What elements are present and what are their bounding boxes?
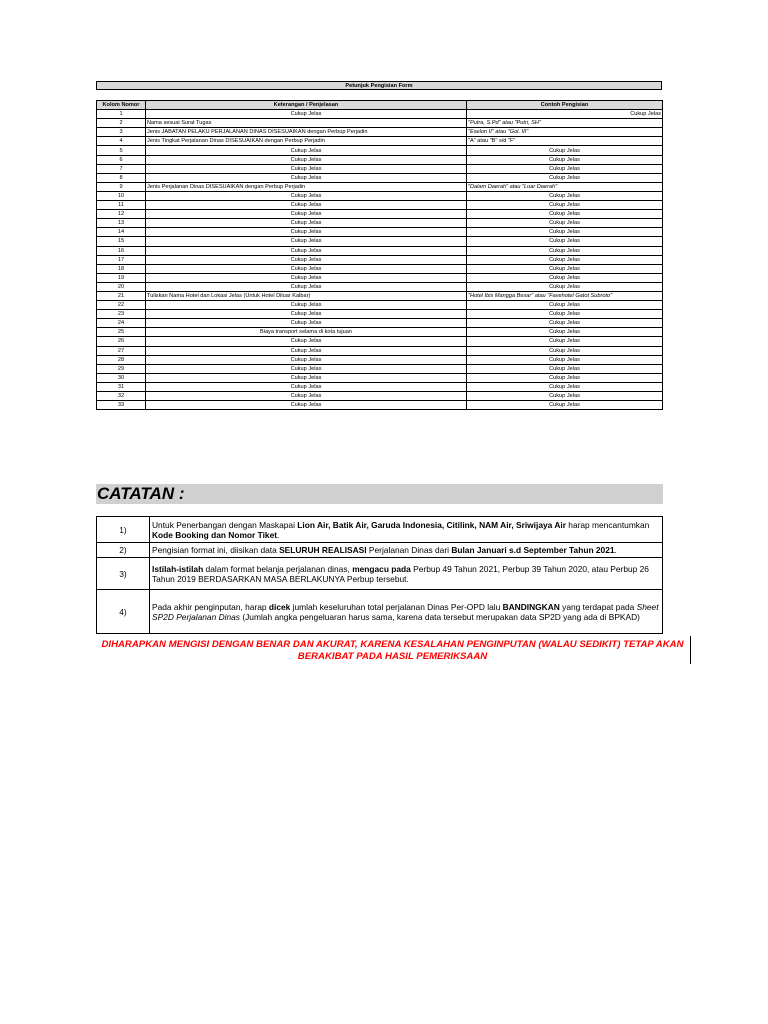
note-text-part: yang terdapat pada — [559, 601, 637, 612]
row-contoh: "Putra, S.Pd" atau "Putri, SH" — [467, 119, 663, 128]
table-row — [97, 373, 663, 382]
row-contoh: Cukup Jelas — [467, 164, 663, 173]
row-number: 9 — [97, 182, 146, 191]
note-text-part: dalam format belanja perjalanan dinas, — [203, 563, 353, 574]
row-contoh: Cukup Jelas — [467, 355, 663, 364]
row-contoh: Cukup Jelas — [467, 110, 663, 119]
table-row — [97, 355, 663, 364]
row-keterangan: Jenis JABATAN PELAKU PERJALANAN DINAS DISESUAIKAN dengan Perbup Perjadin — [146, 128, 467, 137]
table-row — [97, 291, 663, 300]
row-keterangan: Cukup Jelas — [146, 337, 467, 346]
row-number: 31 — [97, 382, 146, 391]
row-keterangan: Cukup Jelas — [146, 310, 467, 319]
row-number: 19 — [97, 273, 146, 282]
row-number: 25 — [97, 328, 146, 337]
row-keterangan: Cukup Jelas — [146, 146, 467, 155]
row-contoh: "A" atau "B" s/d "F" — [467, 137, 663, 146]
row-contoh: Cukup Jelas — [467, 319, 663, 328]
row-contoh: "Eselon II" atau "Gol. III" — [467, 128, 663, 137]
note-number: 4) — [97, 590, 150, 634]
row-number: 7 — [97, 164, 146, 173]
row-number: 30 — [97, 373, 146, 382]
table-row — [97, 237, 663, 246]
row-number: 20 — [97, 282, 146, 291]
row-number: 24 — [97, 319, 146, 328]
table-row — [97, 219, 663, 228]
row-keterangan: Cukup Jelas — [146, 401, 467, 410]
note-number: 1) — [97, 517, 150, 543]
table-row — [97, 128, 663, 137]
row-number: 6 — [97, 155, 146, 164]
row-keterangan: Jenis Tingkat Perjalanan Dinas DISESUAIKAN dengan Perbup Perjadin — [146, 137, 467, 146]
row-keterangan: Biaya transport selama di kota tujuan — [146, 328, 467, 337]
table-row — [97, 364, 663, 373]
note-text-part: . — [277, 529, 280, 540]
table-row — [97, 146, 663, 155]
row-keterangan: Cukup Jelas — [146, 301, 467, 310]
row-number: 8 — [97, 173, 146, 182]
row-number: 16 — [97, 246, 146, 255]
table-row — [97, 346, 663, 355]
warning-border-line — [690, 636, 691, 664]
note-row — [97, 558, 663, 590]
table-row — [97, 382, 663, 391]
row-number: 10 — [97, 191, 146, 200]
row-number: 15 — [97, 237, 146, 246]
row-number: 26 — [97, 337, 146, 346]
row-number: 22 — [97, 301, 146, 310]
row-number: 17 — [97, 255, 146, 264]
table-row — [97, 164, 663, 173]
note-text-part: Pengisian format ini, diisikan data — [152, 545, 280, 555]
table-row — [97, 119, 663, 128]
row-contoh: Cukup Jelas — [467, 237, 663, 246]
row-contoh: "Hotel Ibis Mangga Besar" atau "Favehotel Gatot Subroto" — [467, 291, 663, 300]
row-keterangan: Cukup Jelas — [146, 392, 467, 401]
table-row — [97, 182, 663, 191]
notes-body — [97, 517, 663, 634]
row-number: 2 — [97, 119, 146, 128]
row-keterangan: Cukup Jelas — [146, 173, 467, 182]
note-text-part: SELURUH REALISASI — [279, 545, 367, 555]
table-row — [97, 310, 663, 319]
row-contoh: Cukup Jelas — [467, 282, 663, 291]
row-contoh: Cukup Jelas — [467, 264, 663, 273]
table-row — [97, 392, 663, 401]
row-number: 5 — [97, 146, 146, 155]
row-keterangan: Cukup Jelas — [146, 319, 467, 328]
row-contoh: Cukup Jelas — [467, 210, 663, 219]
row-contoh: Cukup Jelas — [467, 146, 663, 155]
note-text-part: Kode Booking dan Nomor Tiket — [152, 529, 278, 540]
header-keterangan: Keterangan / Penjelasan — [146, 101, 467, 110]
row-number: 14 — [97, 228, 146, 237]
row-keterangan: Cukup Jelas — [146, 201, 467, 210]
row-contoh: Cukup Jelas — [467, 373, 663, 382]
row-keterangan: Cukup Jelas — [146, 110, 467, 119]
row-contoh: Cukup Jelas — [467, 310, 663, 319]
note-text — [150, 517, 663, 543]
row-keterangan: Cukup Jelas — [146, 282, 467, 291]
row-contoh: Cukup Jelas — [467, 337, 663, 346]
row-keterangan: Cukup Jelas — [146, 255, 467, 264]
row-number: 23 — [97, 310, 146, 319]
row-keterangan: Cukup Jelas — [146, 373, 467, 382]
note-text-part: Sheet SP2D Perjalanan Dinas — [152, 601, 659, 622]
table-row — [97, 401, 663, 410]
row-number: 1 — [97, 110, 146, 119]
row-keterangan: Cukup Jelas — [146, 210, 467, 219]
note-text — [150, 543, 663, 558]
row-number: 13 — [97, 219, 146, 228]
guide-title: Petunjuk Pengisian Form — [96, 81, 662, 90]
row-number: 29 — [97, 364, 146, 373]
row-contoh: Cukup Jelas — [467, 273, 663, 282]
row-keterangan: Cukup Jelas — [146, 264, 467, 273]
table-row — [97, 264, 663, 273]
row-number: 11 — [97, 201, 146, 210]
warning-text: DIHARAPKAN MENGISI DENGAN BENAR DAN AKURAT, KARENA KESALAHAN PENGINPUTAN (WALAU SEDIKIT) TETAP AKAN BERAKIBAT PADA HASIL PEMERIKSAAN — [101, 639, 684, 662]
note-text-part: Untuk Penerbangan dengan Maskapai — [152, 519, 298, 530]
row-contoh: Cukup Jelas — [467, 191, 663, 200]
header-contoh: Contoh Pengisian — [467, 101, 663, 110]
note-number: 3) — [97, 558, 150, 590]
table-row — [97, 191, 663, 200]
header-kolom-nomor: Kolom Nomor — [97, 101, 146, 110]
row-contoh: Cukup Jelas — [467, 228, 663, 237]
note-row — [97, 517, 663, 543]
row-keterangan: Tuliskan Nama Hotel dan Lokasi Jelas (Untuk Hotel Diluar Kalbar) — [146, 291, 467, 300]
note-text-part: Istilah-istilah — [152, 563, 204, 574]
row-contoh: Cukup Jelas — [467, 255, 663, 264]
row-number: 28 — [97, 355, 146, 364]
table-row — [97, 155, 663, 164]
row-keterangan: Jenis Perjalanan Dinas DISESUAIKAN dengan Perbup Perjadin — [146, 182, 467, 191]
note-text — [150, 590, 663, 634]
row-number: 12 — [97, 210, 146, 219]
row-contoh: Cukup Jelas — [467, 301, 663, 310]
row-contoh: Cukup Jelas — [467, 401, 663, 410]
row-number: 27 — [97, 346, 146, 355]
table-row — [97, 228, 663, 237]
note-number: 2) — [97, 543, 150, 558]
row-number: 18 — [97, 264, 146, 273]
row-contoh: Cukup Jelas — [467, 382, 663, 391]
note-text-part: BANDINGKAN — [502, 601, 560, 612]
row-number: 3 — [97, 128, 146, 137]
table-row — [97, 301, 663, 310]
row-keterangan: Cukup Jelas — [146, 228, 467, 237]
guide-body — [97, 110, 663, 410]
row-number: 21 — [97, 291, 146, 300]
row-contoh: Cukup Jelas — [467, 328, 663, 337]
table-row — [97, 210, 663, 219]
note-text-part: jumlah keseluruhan total perjalanan Dinas Per-OPD lalu — [290, 601, 503, 612]
row-number: 33 — [97, 401, 146, 410]
row-keterangan: Cukup Jelas — [146, 191, 467, 200]
table-row — [97, 282, 663, 291]
row-keterangan: Cukup Jelas — [146, 219, 467, 228]
row-contoh: Cukup Jelas — [467, 219, 663, 228]
table-row — [97, 337, 663, 346]
guide-header-row — [97, 101, 663, 110]
note-row — [97, 590, 663, 634]
note-text-part: harap mencantumkan — [565, 519, 650, 530]
row-contoh: Cukup Jelas — [467, 364, 663, 373]
catatan-title: CATATAN : — [97, 484, 185, 503]
row-keterangan: Cukup Jelas — [146, 364, 467, 373]
row-contoh: Cukup Jelas — [467, 246, 663, 255]
row-contoh: Cukup Jelas — [467, 173, 663, 182]
row-keterangan: Cukup Jelas — [146, 273, 467, 282]
table-row — [97, 137, 663, 146]
row-keterangan: Cukup Jelas — [146, 246, 467, 255]
row-keterangan: Cukup Jelas — [146, 237, 467, 246]
row-contoh: Cukup Jelas — [467, 346, 663, 355]
note-text-part: . — [614, 545, 617, 555]
note-text-part: Lion Air, Batik Air, Garuda Indonesia, Citilink, NAM Air, Sriwijaya Air — [297, 519, 566, 530]
guide-table — [96, 100, 663, 410]
note-text-part: dicek — [268, 601, 291, 612]
row-keterangan: Cukup Jelas — [146, 355, 467, 364]
row-number: 32 — [97, 392, 146, 401]
table-row — [97, 173, 663, 182]
table-row — [97, 273, 663, 282]
note-row — [97, 543, 663, 558]
table-row — [97, 246, 663, 255]
row-keterangan: Cukup Jelas — [146, 155, 467, 164]
row-contoh: Cukup Jelas — [467, 155, 663, 164]
note-text-part: Perbup 49 Tahun 2021, Perbup 39 Tahun 2020, atau Perbup 26 Tahun 2019 BERDASARKAN MASA BERLAKUNYA Perbup tersebut. — [152, 563, 649, 584]
row-keterangan: Cukup Jelas — [146, 382, 467, 391]
note-text-part: (Jumlah angka pengeluaran harus sama, karena data tersebut merupakan data SP2D yang ada di BPKAD) — [240, 611, 640, 622]
row-contoh: "Dalam Daerah" atau "Luar Daerah" — [467, 182, 663, 191]
row-keterangan: Nama sesuai Surat Tugas — [146, 119, 467, 128]
note-text-part: mengacu pada — [352, 563, 411, 574]
table-row — [97, 201, 663, 210]
row-contoh: Cukup Jelas — [467, 392, 663, 401]
note-text-part: Perjalanan Dinas dari — [366, 545, 452, 555]
row-number: 4 — [97, 137, 146, 146]
table-row — [97, 328, 663, 337]
note-text — [150, 558, 663, 590]
row-keterangan: Cukup Jelas — [146, 346, 467, 355]
row-keterangan: Cukup Jelas — [146, 164, 467, 173]
row-contoh: Cukup Jelas — [467, 201, 663, 210]
note-text-part: Bulan Januari s.d September Tahun 2021 — [451, 545, 615, 555]
table-row — [97, 110, 663, 119]
table-row — [97, 319, 663, 328]
table-row — [97, 255, 663, 264]
notes-table — [96, 516, 663, 634]
note-text-part: Pada akhir penginputan, harap — [152, 601, 269, 612]
